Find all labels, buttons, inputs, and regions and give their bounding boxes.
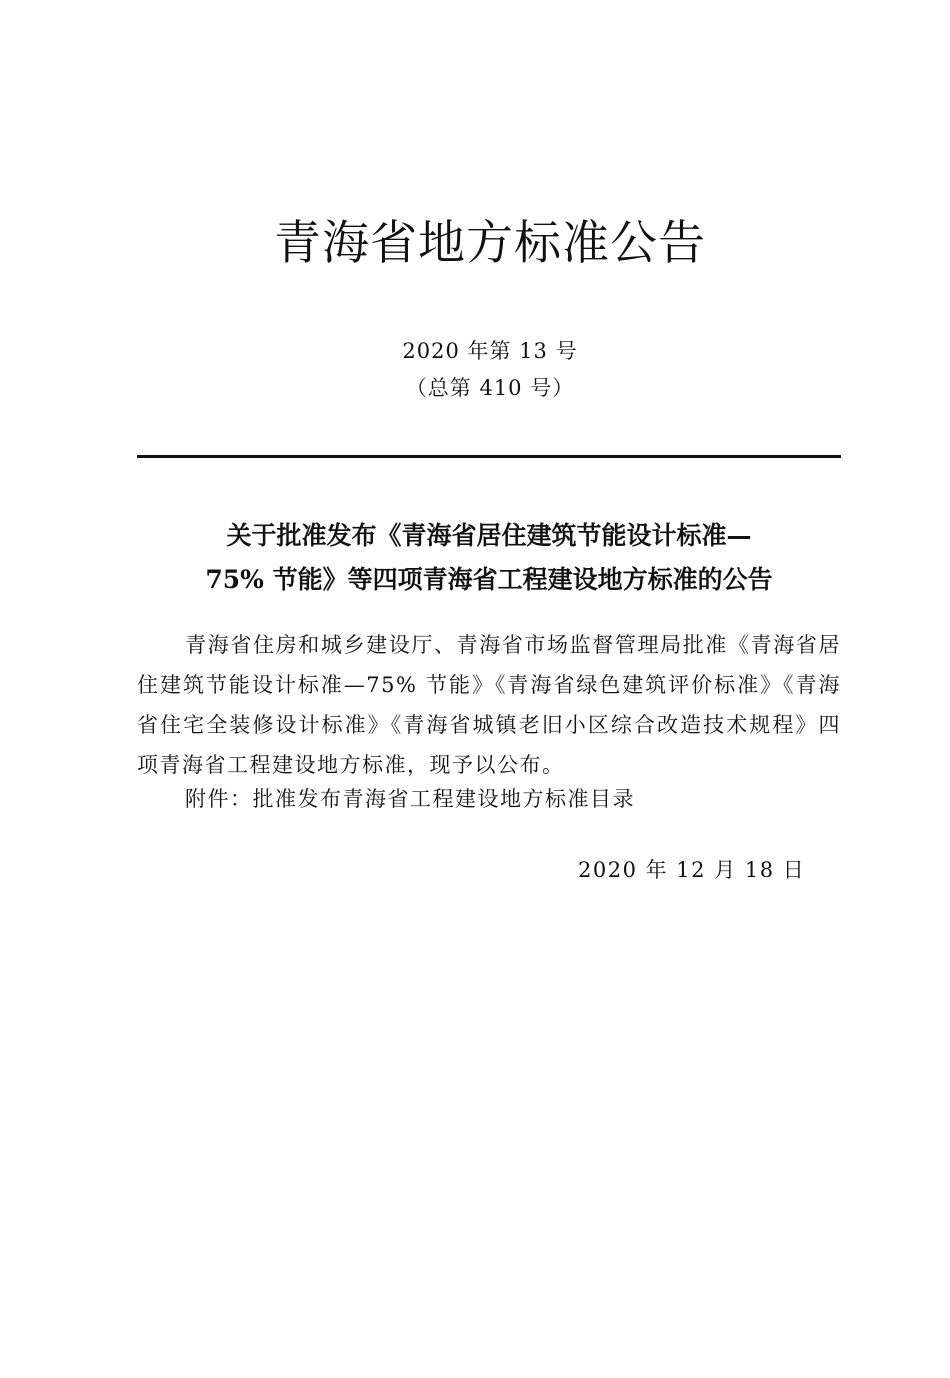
announcement-title-line-2: 75% 节能》等四项青海省工程建设地方标准的公告 <box>205 565 773 594</box>
issue-total-number: （总第 410 号） <box>405 376 575 400</box>
header-divider <box>137 455 841 458</box>
announcement-title-line-1: 关于批准发布《青海省居住建筑节能设计标准— <box>226 521 752 550</box>
body-paragraph <box>137 625 841 785</box>
body-paragraph-text: 青海省住房和城乡建设厅、青海省市场监督管理局批准《青海省居住建筑节能设计标准—75% 节能》《青海省绿色建筑评价标准》《青海省住宅全装修设计标准》《青海省城镇老旧小区综合改造技术规程》四项青海省工程建设地方标准，现予以公布。 <box>137 633 841 777</box>
announcement-title <box>137 514 841 602</box>
issue-number: 2020 年第 13 号 <box>402 339 578 363</box>
issue-date: 2020 年 12 月 18 日 <box>578 858 806 882</box>
attachment-line: 附件：批准发布青海省工程建设地方标准目录 <box>185 787 635 811</box>
document-title: 青海省地方标准公告 <box>274 216 706 271</box>
